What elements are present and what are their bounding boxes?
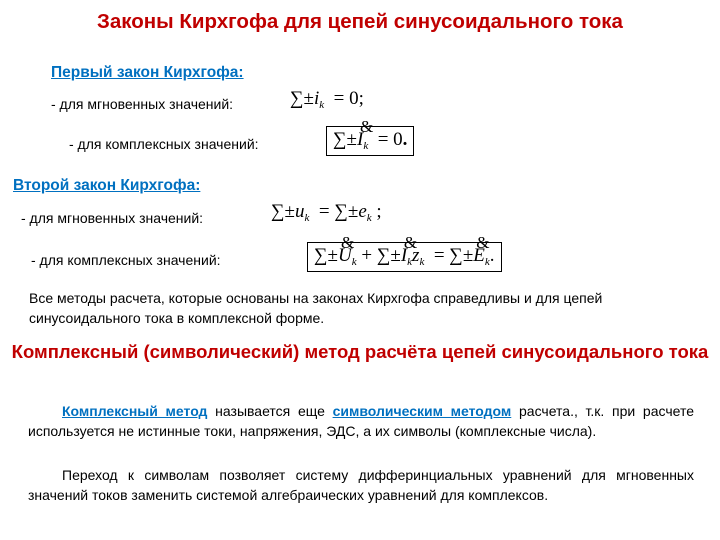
method-subtitle: Комплексный (символический) метод расчёта цепей синусоидального тока — [11, 341, 709, 362]
complex-voltage: & U — [338, 245, 352, 267]
pm-symbol: ± — [462, 245, 474, 266]
body-text: называется еще — [207, 403, 333, 419]
variable-i: i — [313, 88, 320, 109]
first-law-complex-formula — [326, 126, 414, 156]
index-k: k — [419, 256, 425, 268]
zero: 0 — [393, 129, 403, 150]
first-law-instant-formula — [290, 88, 364, 111]
semicolon: ; — [358, 88, 364, 109]
sum-symbol: ∑ — [333, 129, 347, 150]
first-law-heading: Первый закон Кирхгофа: — [51, 64, 244, 81]
period: . — [489, 245, 495, 266]
index-k: k — [407, 256, 413, 268]
pm-symbol: ± — [327, 245, 338, 266]
body-text: расчета., т.к. при расчете используется не истинные токи, напряжения, ЭДС, а их символы (комплексные числа). — [28, 403, 695, 439]
pm-symbol: ± — [303, 88, 314, 109]
sum-symbol: ∑ — [290, 88, 304, 109]
second-law-complex-formula — [307, 242, 502, 272]
second-law-instant-label: - для мгновенных значений: — [21, 210, 204, 226]
variable-u: u — [294, 201, 305, 222]
first-law-complex-label: - для комплексных значений: — [69, 136, 259, 152]
complex-current: & I — [401, 245, 407, 267]
methods-paragraph: Все методы расчета, которые основаны на законах Кирхгофа справедливы и для цепей синусоидального тока в комплексной форме. — [29, 290, 603, 326]
sum-symbol: ∑ — [314, 245, 328, 266]
semicolon: ; — [376, 201, 382, 222]
eq-symbol: = — [433, 245, 445, 266]
index-k: k — [363, 140, 369, 152]
term-complex-method[interactable]: Комплексный метод — [62, 403, 208, 419]
variable-z: z — [412, 245, 420, 266]
second-law-heading: Второй закон Кирхгофа: — [13, 177, 201, 194]
sum-symbol: ∑ — [334, 201, 348, 222]
index-k: k — [484, 256, 490, 268]
body-paragraph-1 — [28, 402, 694, 441]
index-k: k — [304, 212, 310, 224]
body-paragraph-2: Переход к символам позволяет систему дифферинциальных уравнений для мгновенных значений токов заменить системой алгебраических уравнений для комплексов. — [28, 467, 694, 503]
sum-symbol: ∑ — [376, 245, 391, 266]
period: . — [402, 129, 408, 150]
index-k: k — [319, 99, 325, 111]
first-law-instant-label: - для мгновенных значений: — [51, 96, 234, 112]
pm-symbol: ± — [347, 201, 359, 222]
eq-symbol: = — [333, 88, 345, 109]
zero: 0 — [349, 88, 359, 109]
eq-symbol: = — [318, 201, 330, 222]
pm-symbol: ± — [390, 245, 401, 266]
eq-symbol: = — [377, 129, 389, 150]
second-law-instant-formula — [271, 201, 382, 224]
complex-current: & I — [357, 129, 363, 151]
sum-symbol: ∑ — [271, 201, 285, 222]
sum-symbol: ∑ — [449, 245, 463, 266]
term-symbolic-method[interactable]: символическим методом — [332, 403, 512, 419]
index-k: k — [351, 256, 357, 268]
second-law-complex-label: - для комплексных значений: — [31, 252, 221, 268]
pm-symbol: ± — [346, 129, 357, 150]
page-title: Законы Кирхгофа для цепей синусоидального тока — [97, 10, 623, 33]
pm-symbol: ± — [284, 201, 295, 222]
complex-emf: & E — [473, 245, 485, 267]
plus-symbol: + — [361, 245, 373, 266]
index-k: k — [366, 212, 372, 224]
variable-e: e — [358, 201, 367, 222]
